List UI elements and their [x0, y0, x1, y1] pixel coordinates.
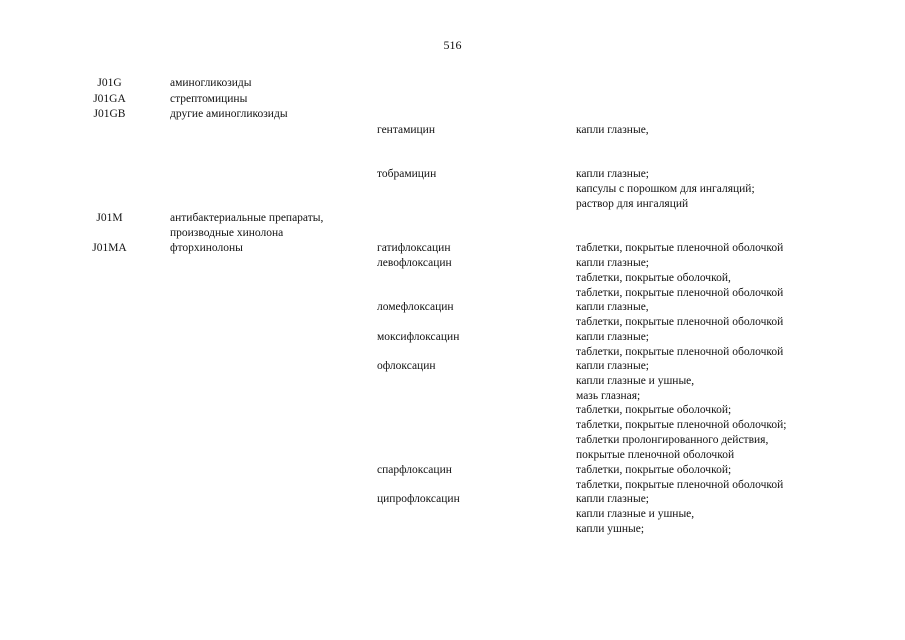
dosage-form: капли глазные, — [576, 301, 649, 313]
dosage-form: капли глазные; — [576, 360, 649, 372]
drug-name: ломефлоксацин — [377, 301, 454, 313]
drug-name: тобрамицин — [377, 168, 437, 180]
atc-group-name: стрептомицины — [170, 93, 248, 105]
dosage-form: таблетки пролонгированного действия, — [576, 434, 769, 446]
dosage-form: таблетки, покрытые оболочкой; — [576, 464, 732, 476]
dosage-form: капли глазные и ушные, — [576, 508, 695, 520]
dosage-form: таблетки, покрытые оболочкой; — [576, 404, 732, 416]
atc-code: J01GA — [93, 93, 126, 105]
atc-code: J01M — [96, 212, 123, 224]
drug-name: офлоксацин — [377, 360, 436, 372]
page-number: 516 — [443, 38, 462, 52]
dosage-form: таблетки, покрытые пленочной оболочкой — [576, 346, 784, 358]
atc-code: J01MA — [92, 242, 127, 254]
atc-code: J01G — [97, 77, 122, 89]
dosage-form: капли глазные и ушные, — [576, 375, 695, 387]
dosage-form: капли ушные; — [576, 523, 645, 535]
dosage-form: капли глазные; — [576, 257, 649, 269]
drug-name: моксифлоксацин — [377, 331, 460, 343]
dosage-form: покрытые пленочной оболочкой — [576, 449, 735, 461]
atc-group-name: антибактериальные препараты, — [170, 212, 324, 224]
dosage-form: капли глазные, — [576, 124, 649, 136]
dosage-form: мазь глазная; — [576, 390, 641, 402]
atc-group-name: другие аминогликозиды — [170, 108, 288, 120]
drug-name: ципрофлоксацин — [377, 493, 460, 505]
dosage-form: капли глазные; — [576, 168, 649, 180]
dosage-form: таблетки, покрытые пленочной оболочкой; — [576, 419, 787, 431]
drug-name: левофлоксацин — [377, 257, 452, 269]
atc-group-name: фторхинолоны — [170, 242, 243, 254]
dosage-form: капсулы с порошком для ингаляций; — [576, 183, 755, 195]
dosage-form: таблетки, покрытые пленочной оболочкой — [576, 316, 784, 328]
dosage-form: таблетки, покрытые оболочкой, — [576, 272, 731, 284]
drug-name: гатифлоксацин — [377, 242, 451, 254]
atc-code: J01GB — [93, 108, 126, 120]
dosage-form: раствор для ингаляций — [576, 198, 689, 210]
drug-name: гентамицин — [377, 124, 435, 136]
atc-group-name: аминогликозиды — [170, 77, 252, 89]
dosage-form: капли глазные; — [576, 493, 649, 505]
dosage-form: таблетки, покрытые пленочной оболочкой — [576, 479, 784, 491]
dosage-form: таблетки, покрытые пленочной оболочкой — [576, 242, 784, 254]
atc-group-name: производные хинолона — [170, 227, 284, 239]
dosage-form: таблетки, покрытые пленочной оболочкой — [576, 287, 784, 299]
drug-name: спарфлоксацин — [377, 464, 452, 476]
dosage-form: капли глазные; — [576, 331, 649, 343]
